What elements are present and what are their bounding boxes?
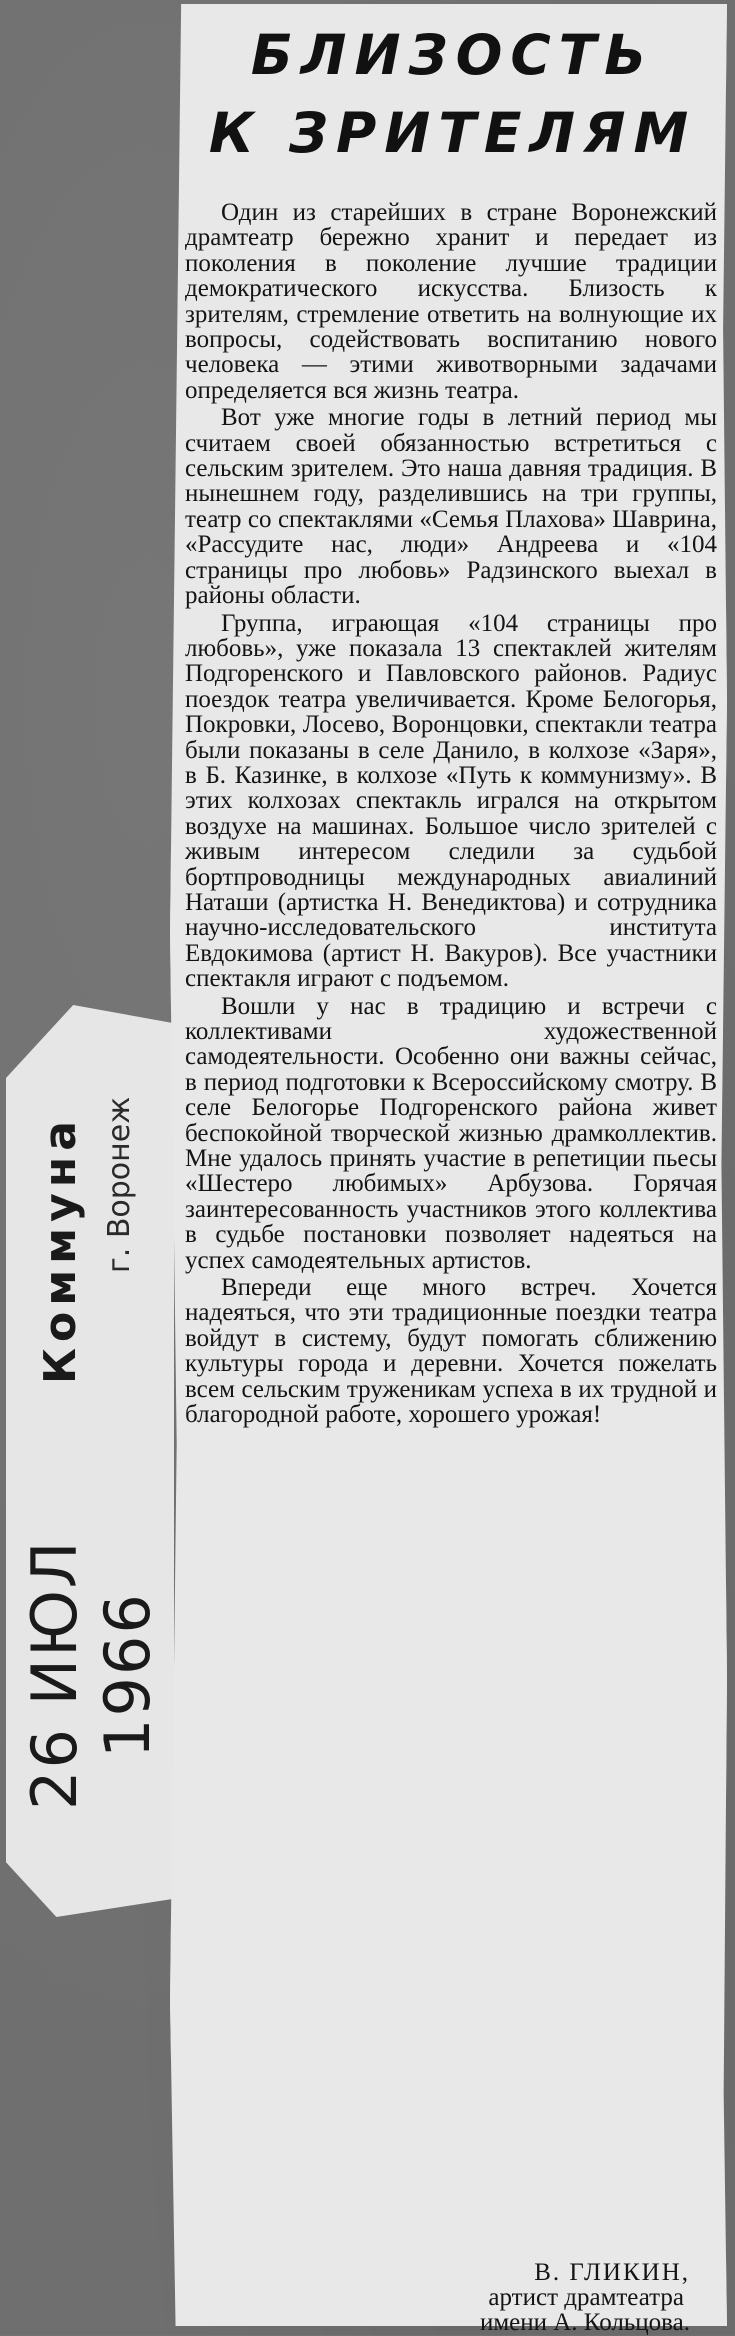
headline-line-1: БЛИЗОСТЬ xyxy=(250,23,655,87)
newspaper-name: Коммуна xyxy=(35,1115,86,1385)
author-organization: имени А. Кольцова. xyxy=(479,2309,690,2336)
headline-line-2: К ЗРИТЕЛЯМ xyxy=(208,101,697,165)
article-paragraph-1: Один из старейших в стране Воронежский драмтеатр бережно хранит и передает из поколения в поколение лучшие традиции демократического искусства. Близость к зрителям, стремление ответить на волнующие их вопросы, содействовать воспитанию нового человека — этими животворными задачами определяется вся жизнь театра. xyxy=(185,199,717,404)
article-headline xyxy=(200,16,705,172)
article-paragraph-5: Впереди еще много встреч. Хочется надеяться, что эти традиционные поездки театра войдут в систему, будут помогать сближению культуры города и деревни. Хочется пожелать всем сельским труженикам успеха в их трудной и благородной работе, хорошего урожая! xyxy=(185,1274,717,1429)
article-paragraph-3: Группа, играющая «104 страницы про любовь», уже показала 13 спектаклей жителям Подгоренского и Павловского районов. Радиус поездок театра увеличивается. Кроме Белогорья, Покровки, Лосево, Воронцовки, спектакли театра были показаны в селе Данило, в колхозе «Заря», в Б. Казинке, в колхозе «Путь к коммунизму». В этих колхозах спектакль игрался на открытом воздухе на машинах. Большое число зрителей с живым интересом следили за судьбой бортпроводницы международных авиалиний Наташи (артистка Н. Венедиктова) и сотрудника научно-исследовательского института Евдокимова (артист Н. Вакуров). Все участники спектакля играют с подъемом. xyxy=(185,609,717,993)
date-stamp: 26 ИЮЛ 1966 xyxy=(18,1539,164,1811)
article-paragraph-4: Вошли у нас в традицию и встречи с коллективами художественной самодеятельности. Особенно они важны сейчас, в период подготовки к Всероссийскому смотру. В селе Белогорье Подгоренского района живет беспокойной творческой жизнью драмколлектив. Мне удалось принять участие в репетиции пьесы «Шестеро любимых» Арбузова. Горячая заинтересованность участников этого коллектива в судьбе постановки позволяет надеяться на успех самодеятельных артистов. xyxy=(185,992,717,1274)
article-body xyxy=(185,200,717,1430)
author-role: артист драмтеатра xyxy=(488,2284,684,2311)
article-paragraph-2: Вот уже многие годы в летний период мы считаем своей обязанностью встретиться с сельским зрителем. Это наша давняя традиция. В нынешнем году, разделившись на три группы, театр со спектаклями «Семья Плахова» Шаврина, «Рассудите нас, люди» Андреева и «104 страницы про любовь» Радзинского выехал в районы области. xyxy=(185,404,717,610)
author-name: В. ГЛИКИН, xyxy=(534,2259,690,2286)
newspaper-city: г. Воронеж xyxy=(102,1096,137,1274)
author-signature xyxy=(185,2260,690,2335)
